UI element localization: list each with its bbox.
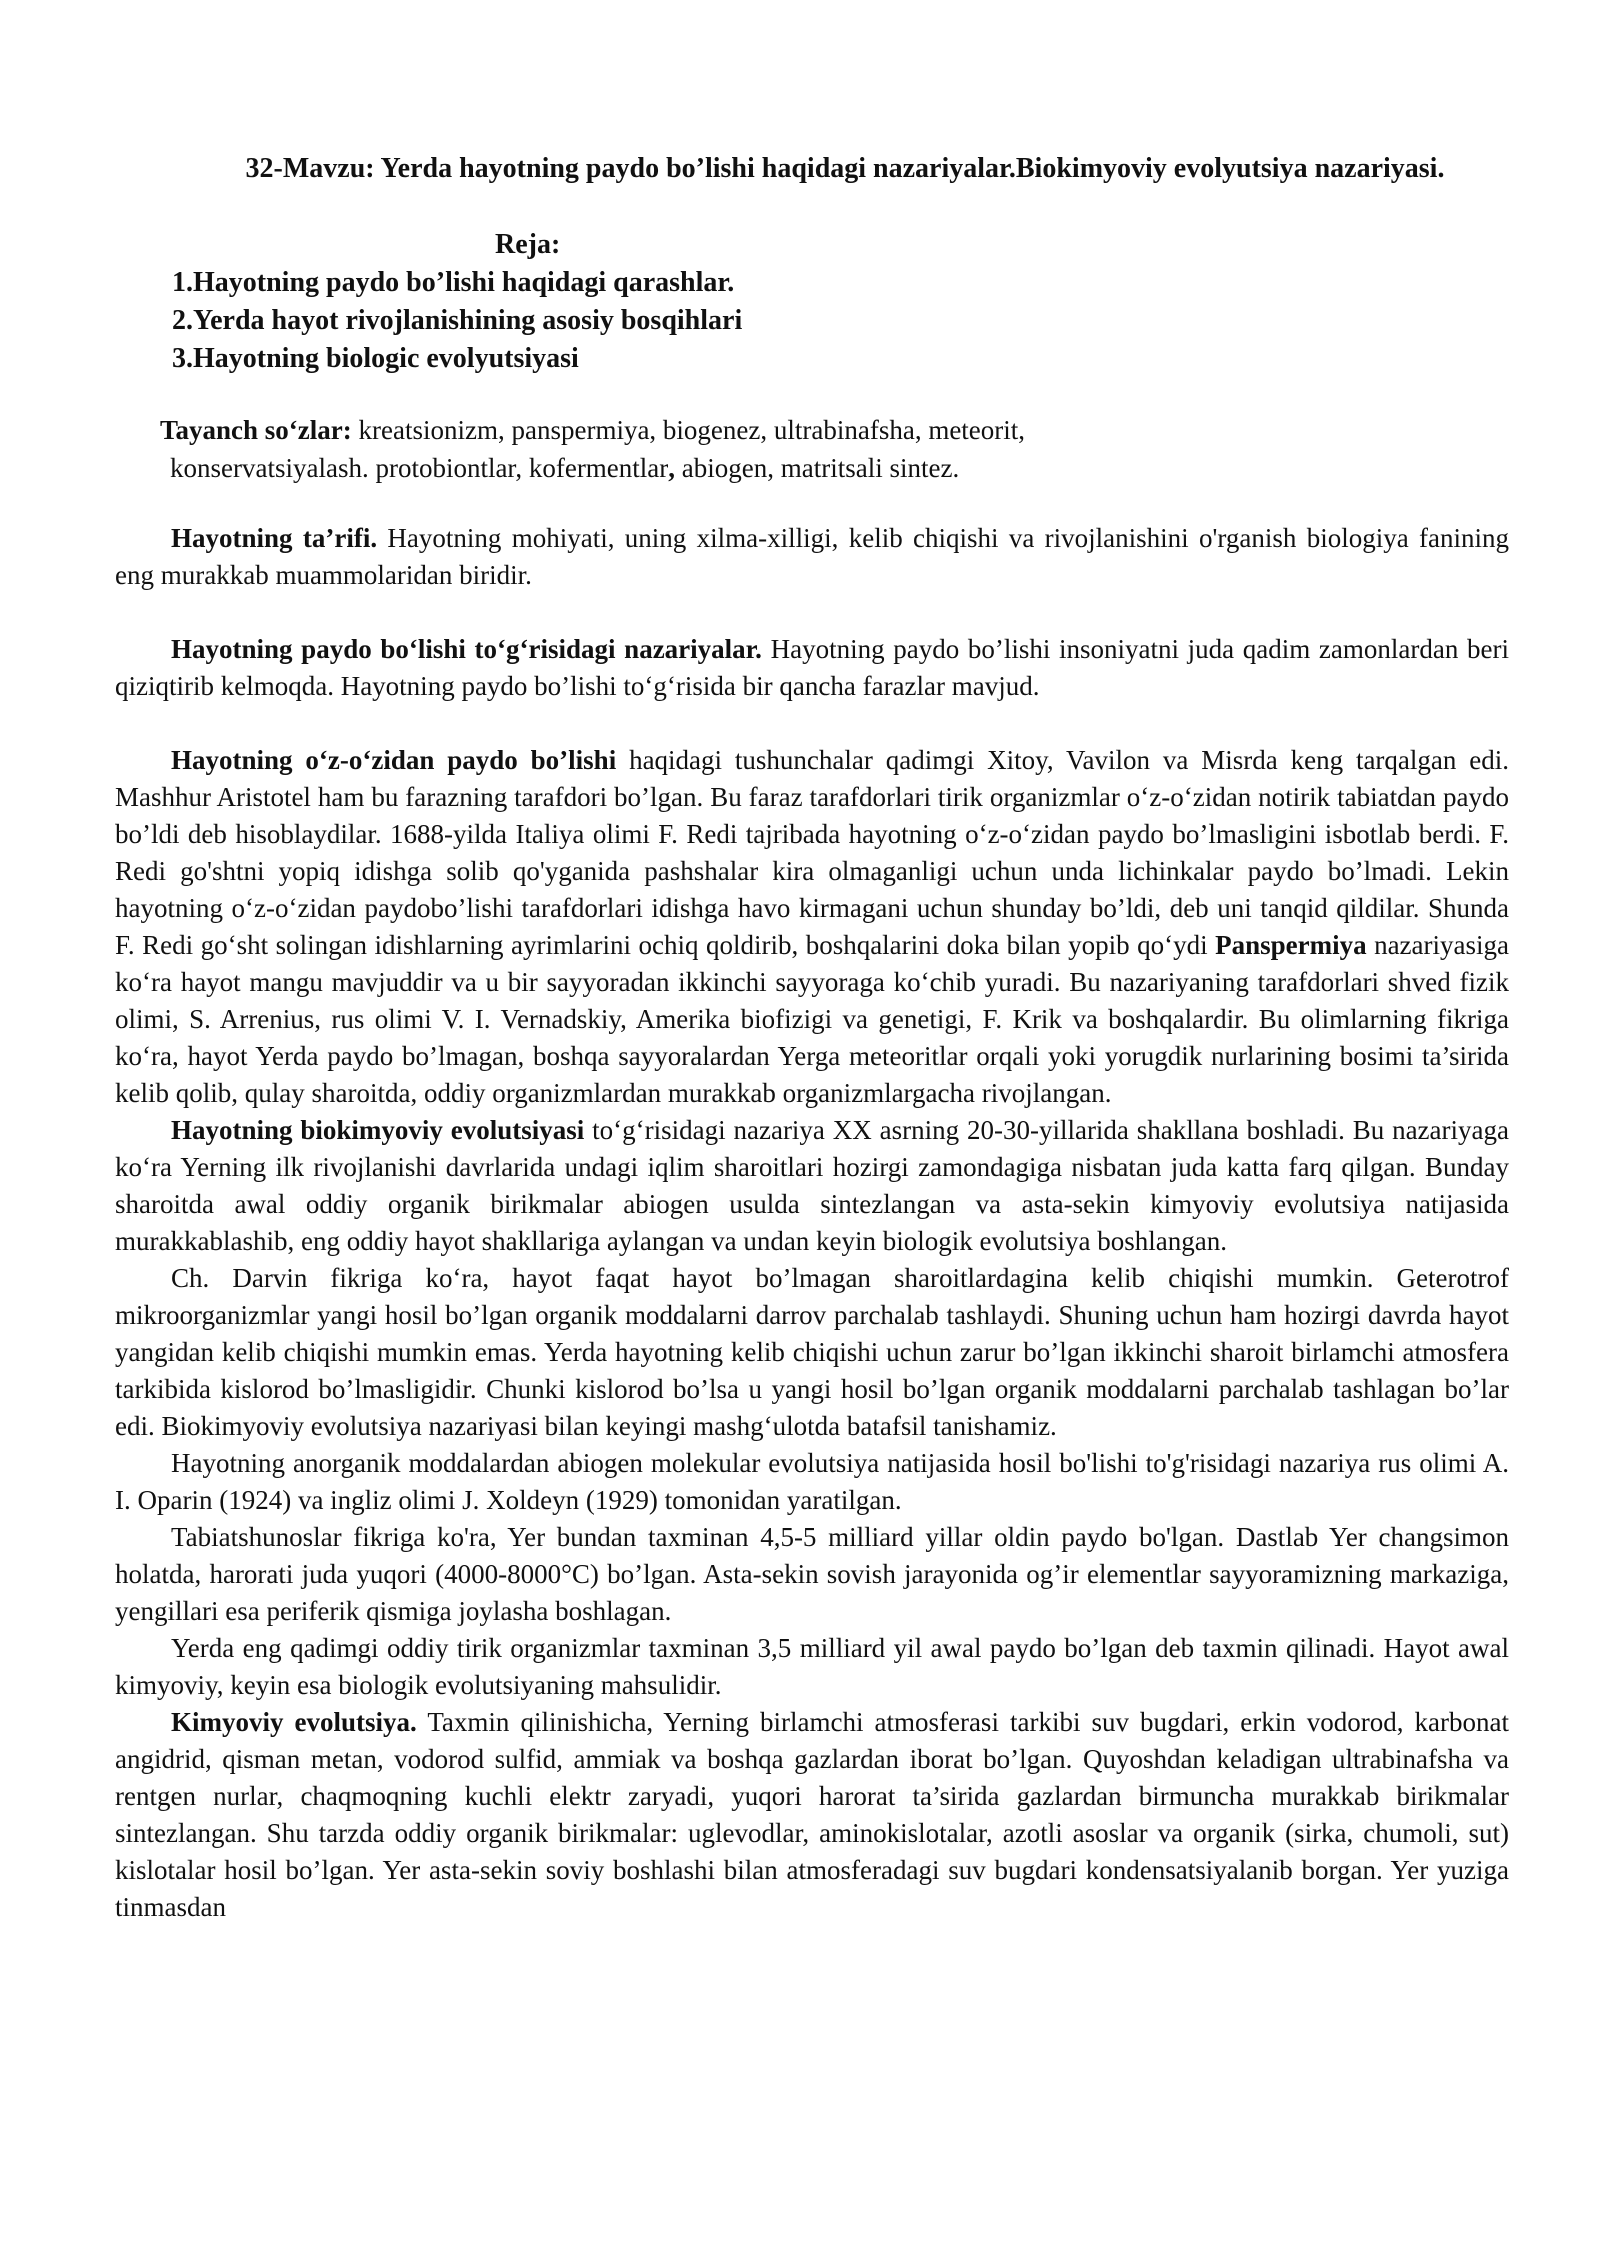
- paragraph-text: Hayotning mohiyati, uning xilma-xilligi, kelib chiqishi va rivojlanishini o'rganish biologiya fanining eng murakkab muammolaridan biridir.: [115, 523, 1509, 590]
- plan-item: 2.Yerda hayot rivojlanishining asosiy bosqihlari: [172, 305, 743, 336]
- paragraph-darwin: Ch. Darvin fikriga ko‘ra, hayot faqat hayot bo’lmagan sharoitlardagina kelib chiqishi mumkin. Geterotrof mikroorganizmlar yangi hosil bo’lgan organik moddalarni darrov parchalab tashlaydi. Shuning uchun ham hozirgi davrda hayot yangidan kelib chiqishi mumkin emas. Yerda hayotning kelib chiqishi uchun zarur bo’lgan ikkinchi sharoit birlamchi atmosfera tarkibida kislorod bo’lmasligidir. Chunki kislorod bo’lsa u yangi hosil bo’lgan organik moddalarni parchalab tashlagan bo’lar edi. Biokimyoviy evolutsiya nazariyasi bilan keyingi mashg‘ulotda batafsil tanishamiz.: [115, 1263, 1509, 1441]
- paragraph-spontaneous-generation: [115, 742, 1509, 1112]
- keywords-text-3: abiogen, matritsali sintez.: [675, 453, 960, 483]
- paragraph-text: haqidagi tushunchalar qadimgi Xitoy, Vavilon va Misrda keng tarqalgan edi. Mashhur Aristotel ham bu farazning tarafdori bo’lgan. Bu faraz tarafdorlari tirik organizmlar o‘z-o‘zidan notirik tabiatdan paydo bo’ldi deb hisoblaydilar. 1688-yilda Italiya olimi F. Redi tajribada hayotning o‘z-o‘zidan paydo bo’lmasligini isbotlab berdi. F. Redi go'shtni yopiq idishga solib qo'yganida pashshalar kira olmaganligi uchun unda lichinkalar paydo bo’lmadi. Lekin hayotning o‘z-o‘zidan paydobo’lishi tarafdorlari idishga havo kirmagani uchun shunday bo’ldi, deb uni tanqid qildilar. Shunda F. Redi go‘sht solingan idishlarning ayrimlarini ochiq qoldirib, boshqalarini doka bilan yopib qo‘ydi: [115, 745, 1509, 960]
- page-title: 32-Mavzu: Yerda hayotning paydo bo’lishi haqidagi nazariyalar.Biokimyoviy evolyutsiya nazariyasi.: [245, 153, 1445, 184]
- paragraph-lead: Hayotning o‘z-o‘zidan paydo bo’lishi: [171, 745, 617, 775]
- keywords-text-2: konservatsiyalash. protobiontlar, kofermentlar: [170, 453, 669, 483]
- paragraph-earth-formation: Tabiatshunoslar fikriga ko'ra, Yer bundan taxminan 4,5-5 milliard yillar oldin paydo bo'lgan. Dastlab Yer changsimon holatda, harorati juda yuqori (4000-8000°C) bo’lgan. Asta-sekin sovish jarayonida og’ir elementlar sayyoramizning markaziga, yengillari esa periferik qismiga joylasha boshlagan.: [115, 1522, 1509, 1626]
- paragraph-lead: Hayotning paydo bo‘lishi to‘g‘risidagi nazariyalar.: [171, 634, 762, 664]
- paragraph-chemical-evolution: [115, 1704, 1509, 1926]
- keywords-line-1: [160, 411, 1310, 449]
- paragraph-earliest-organisms: Yerda eng qadimgi oddiy tirik organizmlar taxminan 3,5 milliard yil awal paydo bo’lgan deb taxmin qilinadi. Hayot awal kimyoviy, keyin esa biologik evolutsiyaning mahsulidir.: [115, 1633, 1509, 1700]
- paragraph-term-panspermiya: Panspermiya: [1215, 930, 1367, 960]
- paragraph-text: Hayotning paydo bo’lishi insoniyatni juda qadim zamonlardan beri qiziqtirib kelmoqda. Hayotning paydo bo’lishi to‘g‘risida bir qancha farazlar mavjud.: [115, 634, 1509, 701]
- keywords-text-1: kreatsionizm, panspermiya, biogenez, ultrabinafsha, meteorit,: [351, 415, 1026, 445]
- plan-item: 3.Hayotning biologic evolyutsiyasi: [172, 343, 579, 374]
- paragraph-text: nazariyasiga ko‘ra hayot mangu mavjuddir va u bir sayyoradan ikkinchi sayyoraga ko‘chib yuradi. Bu nazariyaning tarafdorlari shved fizik olimi, S. Arrenius, rus olimi V. I. Vernadskiy, Amerika biofizigi va genetigi, F. Krik va boshqalardir. Bu olimlarning fikriga ko‘ra, hayot Yerda paydo bo’lmagan, boshqa sayyoralardan Yerga meteoritlar orqali yoki yorugdik nurlarining bosimi ta’sirida kelib qolib, qulay sharoitda, oddiy organizmlardan murakkab organizmlargacha rivojlangan.: [115, 930, 1509, 1108]
- keywords-label: Tayanch so‘zlar:: [160, 415, 352, 445]
- keywords-comma: ,: [668, 453, 676, 483]
- body-text: [115, 520, 1509, 1926]
- plan-list: [172, 264, 742, 378]
- paragraph-lead: Kimyoviy evolutsiya.: [171, 1707, 417, 1737]
- paragraph-oparin: Hayotning anorganik moddalardan abiogen molekular evolutsiya natijasida hosil bo'lishi to'g'risidagi nazariya rus olimi A. I. Oparin (1924) va ingliz olimi J. Xoldeyn (1929) tomonidan yaratilgan.: [115, 1448, 1509, 1515]
- paragraph-text: to‘g‘risidagi nazariya XX asrning 20-30-yillarida shakllana boshladi. Bu nazariyaga ko‘ra Yerning ilk rivojlanishi davrlarida undagi iqlim sharoitlari hozirgi zamondagiga nisbatan juda katta farq qilgan. Bunday sharoitda awal oddiy organik birikmalar abiogen usulda sintezlangan va asta-sekin kimyoviy evolutsiya natijasida murakkablashib, eng oddiy hayot shakllariga aylangan va undan keyin biologik evolutsiya boshlangan.: [115, 1115, 1509, 1256]
- paragraph-definition: [115, 520, 1509, 594]
- keywords-line-2: [160, 449, 1310, 487]
- paragraph-lead: Hayotning biokimyoviy evolutsiyasi: [171, 1115, 585, 1145]
- plan-item: 1.Hayotning paydo bo’lishi haqidagi qarashlar.: [172, 267, 735, 298]
- paragraph-theories: [115, 631, 1509, 705]
- plan-heading: Reja:: [495, 229, 561, 260]
- paragraph-lead: Hayotning ta’rifi.: [171, 523, 378, 553]
- paragraph-text: Taxmin qilinishicha, Yerning birlamchi atmosferasi tarkibi suv bugdari, erkin vodorod, karbonat angidrid, qisman metan, vodorod sulfid, ammiak va boshqa gazlardan iborat bo’lgan. Quyoshdan keladigan ultrabinafsha va rentgen nurlar, chaqmoqning kuchli elektr zaryadi, yuqori harorat ta’sirida gazlardan birmuncha murakkab birikmalar sintezlangan. Shu tarzda oddiy organik birikmalar: uglevodlar, aminokislotalar, azotli asoslar va organik (sirka, chumoli, sut) kislotalar hosil bo’lgan. Yer asta-sekin soviy boshlashi bilan atmosferadagi suv bugdari kondensatsiyalanib borgan. Yer yuziga tinmasdan: [115, 1707, 1510, 1922]
- keywords-block: [160, 411, 1310, 487]
- paragraph-biochemical-evolution: [115, 1112, 1509, 1260]
